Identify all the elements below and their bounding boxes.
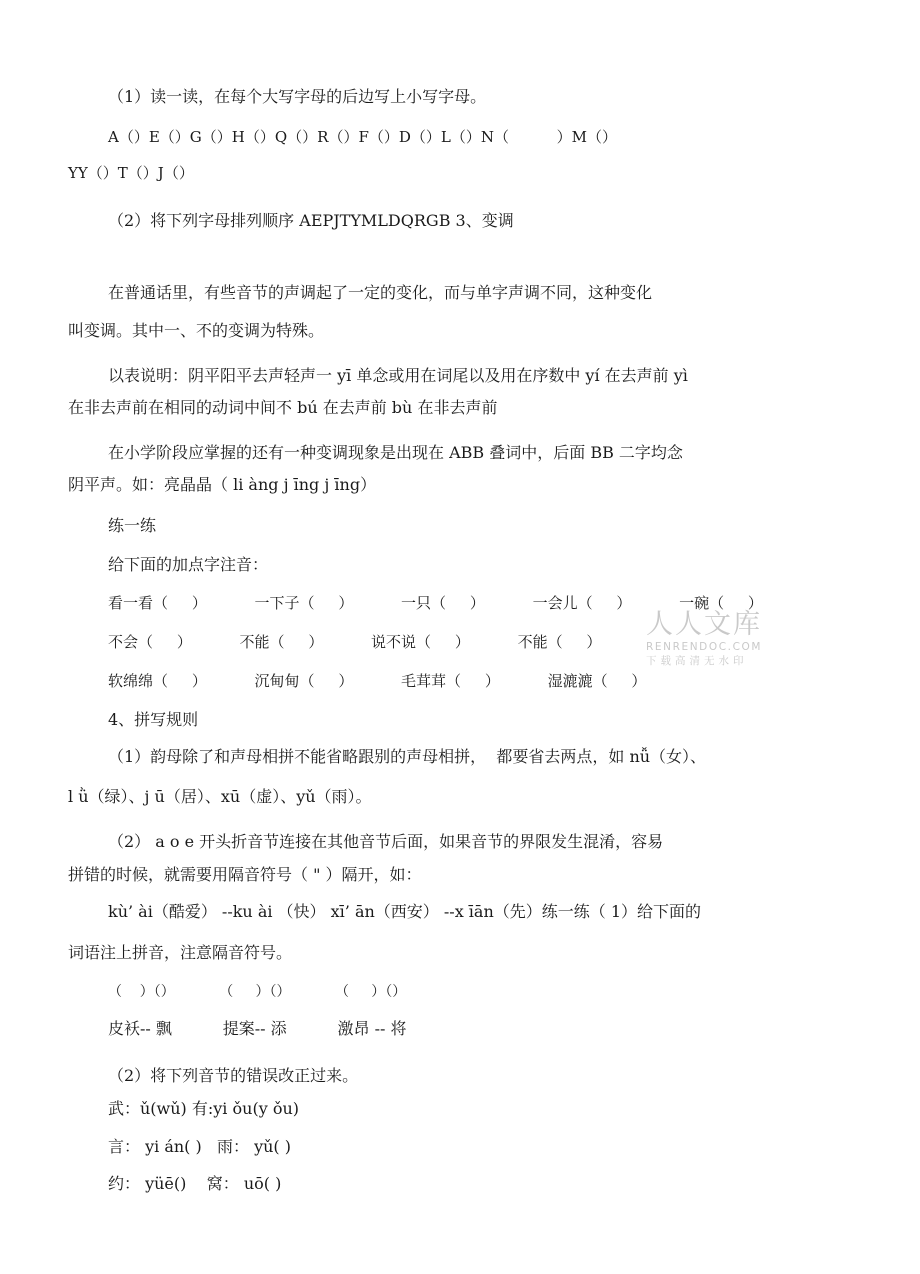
text-line-10: 阴平声。如：亮晶晶（ li àng j īng j īng） xyxy=(68,475,377,494)
text-line-23: （ ）（） （ ）（） （ ）（） xyxy=(108,984,407,1000)
text-line-17: （1）韵母除了和声母相拼不能省略跟别的声母相拼， 都要省去两点，如 nǚ（女）、 xyxy=(108,747,707,766)
text-line-11: 练一练 xyxy=(108,516,157,535)
text-line-2: A（）E（）G（）H（）Q（）R（）F（）D（）L（）N（ ）M（） xyxy=(108,128,617,146)
text-line-6: 叫变调。其中一、不的变调为特殊。 xyxy=(68,321,325,340)
text-line-3: YY（）T（）J（） xyxy=(68,164,194,182)
watermark xyxy=(646,610,762,668)
text-line-21: kù’ ài（酷爱） --ku ài （快） xī’ ān（西安） --x īān（先）练一练（ 1）给下面的 xyxy=(108,902,702,921)
text-line-25: （2）将下列音节的错误改正过来。 xyxy=(108,1066,359,1085)
text-line-27: 言： yi án( ) 雨： yǔ( ) xyxy=(108,1137,292,1156)
text-line-5: 在普通话里，有些音节的声调起了一定的变化，而与单字声调不同，这种变化 xyxy=(108,283,653,302)
text-line-8: 在非去声前在相同的动词中间不 bú 在去声前 bù 在非去声前 xyxy=(68,398,498,417)
text-line-22: 词语注上拼音，注意隔音符号。 xyxy=(68,943,293,962)
text-line-24: 皮袄-- 飘 提案-- 添 激昂 -- 将 xyxy=(108,1019,407,1038)
text-line-1: （1）读一读，在每个大写字母的后边写上小写字母。 xyxy=(108,87,487,106)
text-line-18: l ǜ（绿）、j ū（居）、xū（虚）、yǔ（雨）。 xyxy=(68,787,372,806)
text-line-28: 约： yüē() 窝： uō( ) xyxy=(108,1174,282,1193)
watermark-url: RENRENDOC.COM xyxy=(646,641,763,653)
text-line-9: 在小学阶段应掌握的还有一种变调现象是出现在 ABB 叠词中，后面 BB 二字均念 xyxy=(108,443,683,462)
text-line-14: 不会（ ） 不能（ ） 说不说（ ） 不能（ ） xyxy=(108,633,602,651)
text-line-12: 给下面的加点字注音： xyxy=(108,555,269,574)
watermark-title: 人人文库 xyxy=(646,609,762,640)
text-line-19: （2） a o e 开头折音节连接在其他音节后面，如果音节的界限发生混淆，容易 xyxy=(108,832,664,851)
text-line-13: 看一看（ ） 一下子（ ） 一只（ ） 一会儿（ ） 一碗（ ） xyxy=(108,594,763,612)
text-line-7: 以表说明：阴平阳平去声轻声一 yī 单念或用在词尾以及用在序数中 yí 在去声前 yì xyxy=(108,366,688,385)
watermark-subtitle: 下载高清无水印 xyxy=(646,655,748,667)
text-line-26: 武：ǔ(wǔ) 有:yi ǒu(y ǒu) xyxy=(108,1099,299,1118)
text-line-20: 拼错的时候，就需要用隔音符号（ " ）隔开，如： xyxy=(68,865,422,884)
text-line-4: （2）将下列字母排列顺序 AEPJTYMLDQRGB 3、变调 xyxy=(108,211,514,230)
text-line-16: 4、拼写规则 xyxy=(108,710,199,729)
text-line-15: 软绵绵（ ） 沉甸甸（ ） 毛茸茸（ ） 湿漉漉（ ） xyxy=(108,672,647,690)
